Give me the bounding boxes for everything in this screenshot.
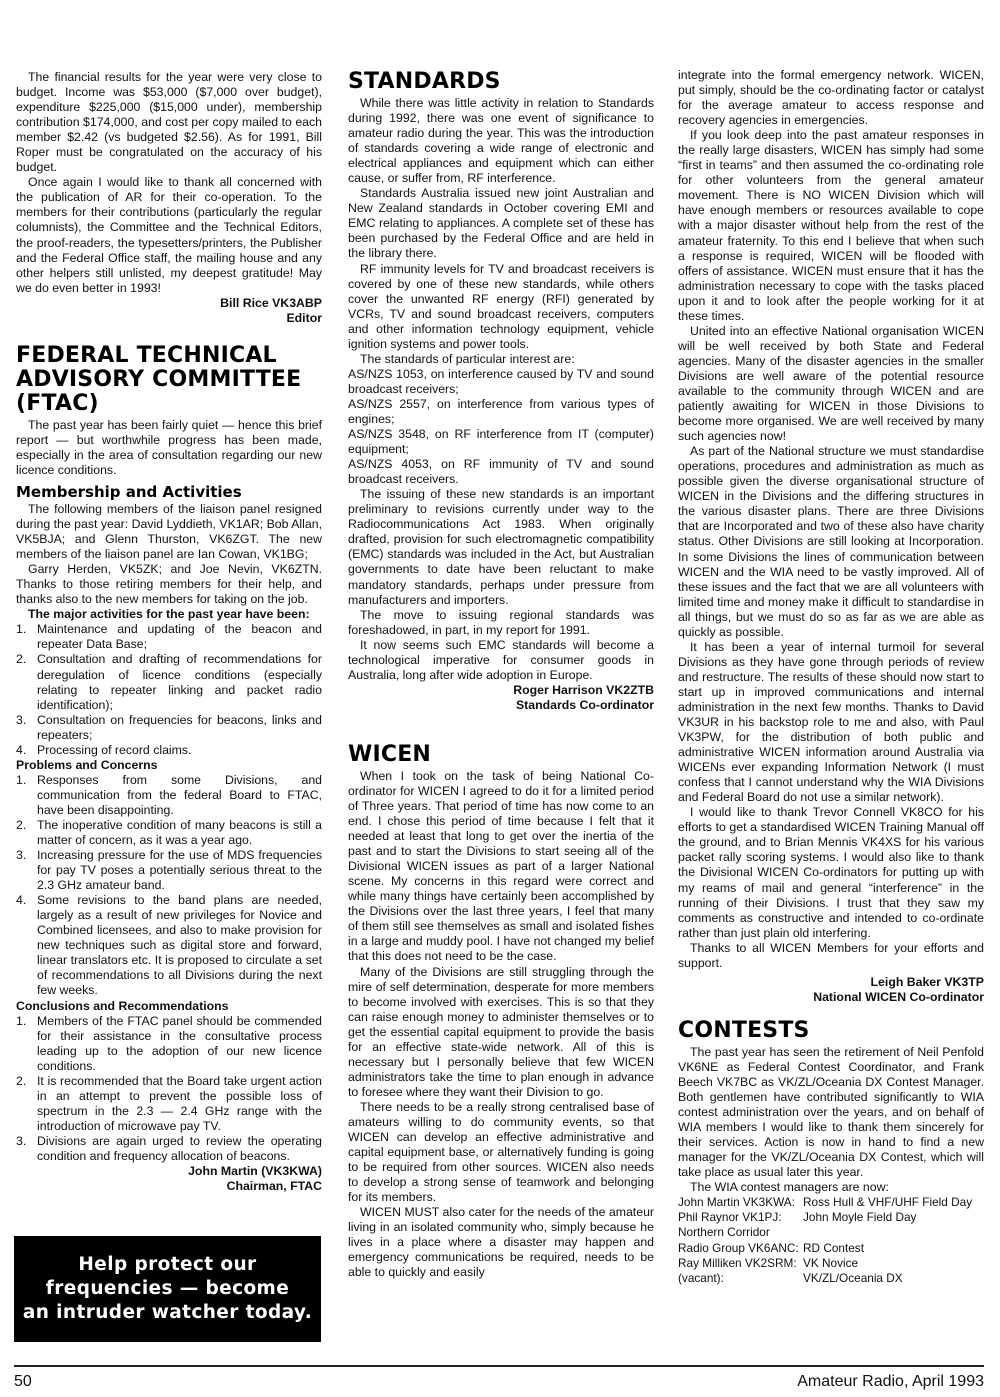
paragraph: WICEN MUST also cater for the needs of the amateur living in an isolated community who, simply because he lives in a place where a disaster may happen and emergency communications be required, needs to be able to quickly and easily bbox=[348, 1205, 654, 1280]
paragraph: I would like to thank Trevor Connell VK8CO for his efforts to get a standardised WICEN Training Manual off the ground, and to Brian Mennis VK4XS for his various packet rally scoring systems. I would also like to thank the Divisional WICEN Co-ordinators for putting up with my reams of mail and general “interference” in the running of their Divisions. I trust that they saw my comments as constructive and intended to co-ordinate rather than just plain old interfering. bbox=[678, 805, 984, 940]
paragraph: There needs to be a really strong centralised base of amateurs willing to do community events, so that WICEN can develop an effective administrative and capital equipment base, or alternatively funding is going to be required from other sources. WICEN also needs to develop a strong sense of teamwork and belonging for its members. bbox=[348, 1099, 654, 1205]
list-item: 3. Consultation on frequencies for beacons, links and repeaters; bbox=[16, 712, 322, 742]
section-heading-ftac: FEDERAL TECHNICAL ADVISORY COMMITTEE (FTAC) bbox=[16, 342, 302, 416]
standard-item: AS/NZS 1053, on interference caused by TV and sound broadcast receivers; bbox=[348, 366, 654, 396]
column-1 bbox=[16, 70, 322, 1194]
paragraph: Garry Herden, VK5ZK; and Joe Nevin, VK6ZTN. Thanks to those retiring members for their help, and thanks also to the new members for taking on the job. bbox=[16, 562, 322, 607]
conclusions-list bbox=[16, 1014, 322, 1164]
promo-line: an intruder watcher today. bbox=[22, 1302, 313, 1323]
signature-name: Bill Rice VK3ABP bbox=[220, 295, 322, 310]
paragraph: Once again I would like to thank all concerned with the publication of AR for their co-operation. To the members for their contributions (particularly the regular columnists), the Committee and the Technical Editors, the proof-readers, the typesetters/printers, the Publisher and the Federal Office staff, the mailing house and any other helpers still unlisted, my deepest gratitude! May we do even better in 1993! bbox=[16, 175, 322, 295]
subheading-conclusions: Conclusions and Recommendations bbox=[16, 998, 229, 1013]
section-heading-standards: STANDARDS bbox=[348, 69, 501, 94]
paragraph: United into an effective National organisation WICEN will be well received by both State and Federal agencies. Many of the disaster agencies in the smaller Divisions are well aware of the potential resource available to the community through WICEN and are patiently awaiting for WICEN in those Divisions to become more organised. We are well received by many such agencies now! bbox=[678, 323, 984, 444]
signature-title: Chairman, FTAC bbox=[226, 1179, 322, 1194]
standard-item: AS/NZS 4053, on RF immunity of TV and sound broadcast receivers. bbox=[348, 457, 654, 487]
footer-rule bbox=[14, 1365, 984, 1367]
list-item: 2. Consultation and drafting of recommendations for deregulation of licence conditions (especially relating to repeater linking and packet radio identification); bbox=[16, 652, 322, 712]
paragraph: The following members of the liaison panel resigned during the past year: David Lyddieth, VK1AR; Bob Allan, VK5BJA; and Glenn Thurston, VK6ZGT. The new members of the liaison panel are Ian Cowan, VK1BG; bbox=[16, 501, 322, 562]
paragraph: When I took on the task of being National Co-ordinator for WICEN I agreed to do it for a limited period of Three years. That period of time has now come to an end. I chose this period of time because I felt that it needed at least that long to get over the inertia of the past and to start the Divisions to start seeing all of the Divisional WICEN issues as part of a larger National scene. My concerns in this regard were correct and while many things have certainly been accomplished by the Divisions over the last three years, I feel that many of them still see themselves as small and isolated fishes in a large and muddy pool. I have not changed my belief that this does not need to be the case. bbox=[348, 768, 654, 964]
paragraph: The past year has been fairly quiet — hence this brief report — but worthwhile progress has been made, especially in the area of consultation regarding our new licence conditions. bbox=[16, 417, 322, 477]
manager-row: Radio Group VK6ANC: RD Contest bbox=[678, 1240, 864, 1255]
paragraph: The past year has seen the retirement of Neil Penfold VK6NE as Federal Contest Coordinator, and Frank Beech VK7BC as VK/ZL/Oceania DX Contest Manager. Both gentlemen have contributed significantly to WIA contest administration over the years, and on behalf of WIA members I would like to thank them sincerely for their services. Action is now in hand to find a new manager for the VK/ZL/Oceania DX Contest, which will take place as usual later this year. bbox=[678, 1044, 984, 1180]
list-item: 1. Members of the FTAC panel should be commended for their assistance in the consultative process leading up to the adoption of our new licence conditions. bbox=[16, 1013, 322, 1073]
manager-row: Northern Corridor bbox=[678, 1225, 770, 1240]
page-number: 50 bbox=[14, 1373, 32, 1390]
signature-title: Standards Co-ordinator bbox=[515, 697, 654, 712]
manager-row: (vacant): VK/ZL/Oceania DX bbox=[678, 1270, 903, 1285]
paragraph: As part of the National structure we must standardise operations, procedures and administration as much as possible given the diverse organisational structure of WICEN in the Divisions and the differing structures in the various disaster plans. There are three Divisions that are Incorporated and two of these also have charity status. Other Divisions are still looking at Incorporation. In some Divisions the lines of communication between WICEN and the WIA need to be vastly improved. All of these issues and the fact that we are all volunteers with limited time and money make it difficult to standardise in all things, but we must do so as far as we are able as quickly as possible. bbox=[678, 444, 984, 639]
subheading-problems: Problems and Concerns bbox=[16, 757, 158, 772]
list-item: 3. Divisions are again urged to review the operating condition and frequency allocation of beacons. bbox=[16, 1133, 322, 1163]
column-3 bbox=[678, 68, 984, 1286]
activities-lead: The major activities for the past year have been: bbox=[28, 607, 310, 622]
contest-managers-table bbox=[678, 1195, 984, 1285]
paragraph: Many of the Divisions are still struggling through the mire of self determination, desperate for more members to become involved with exercises. This is so that they can raise enough money to administer themselves or to get the essential capital equipment to provide the basis for an effective state-wide network. All of this is necessary but I personally believe that few WICEN administrators take the time to plan enough in advance to foresee where they want their Division to go. bbox=[348, 964, 654, 1099]
paragraph: The financial results for the year were very close to budget. Income was $53,000 ($7,000 over budget), expenditure $225,000 ($15,000 under), membership contribution $174,000, and cost per copy mailed to each member $2.42 (vs budgeted $2.56). As for 1991, Bill Roper must be congratulated on the accuracy of his budget. bbox=[16, 70, 322, 175]
intruder-watch-promo-box bbox=[14, 1236, 321, 1342]
list-item: 4. Processing of record claims. bbox=[16, 742, 192, 757]
signature-name: Roger Harrison VK2ZTB bbox=[513, 682, 654, 697]
paragraph: integrate into the formal emergency network. WICEN, put simply, should be the co-ordinating factor or catalyst for the average amateur to access response and recovery agencies in emergencies. bbox=[678, 68, 984, 128]
manager-row: Ray Milliken VK2SRM: VK Novice bbox=[678, 1255, 859, 1270]
paragraph: If you look deep into the past amateur responses in the really large disasters, WICEN has simply had some “first in teams” and then assumed the co-ordinating role for other volunteers from the general amateur movement. There is NO WICEN Division which will have enough members or resources available to cope with a major disaster without help from the rest of the amateur fraternity. To this end I believe that when such a response is required, WICEN will be flooded with offers of assistance. WICEN must ensure that it has the administration necessary to cope with the tasks placed upon it and to look after the people working for it at these times. bbox=[678, 128, 984, 323]
list-item: 4. Some revisions to the band plans are needed, largely as a result of new privileges for Novice and Combined licensees, and also to make provision for new techniques such as digital store and forward, linear translators etc. It is proposed to circulate a set of recommendations to all Divisions during the next few weeks. bbox=[16, 893, 322, 998]
standard-item: AS/NZS 3548, on RF interference from IT (computer) equipment; bbox=[348, 427, 654, 457]
list-item: 3. Increasing pressure for the use of MDS frequencies for pay TV poses a potentially serious threat to the 2.3 GHz amateur band. bbox=[16, 848, 322, 893]
paragraph: Thanks to all WICEN Members for your efforts and support. bbox=[678, 940, 984, 970]
list-item: 2. It is recommended that the Board take urgent action in an attempt to prevent the possible loss of spectrum in the 2.3 — 2.4 GHz range with the introduction of microwave pay TV. bbox=[16, 1073, 322, 1133]
paragraph: The WIA contest managers are now: bbox=[690, 1180, 889, 1195]
signature-name: John Martin (VK3KWA) bbox=[188, 1164, 322, 1179]
manager-row: John Martin VK3KWA: Ross Hull & VHF/UHF Field Day bbox=[678, 1195, 973, 1210]
signature-name: Leigh Baker VK3TP bbox=[870, 974, 984, 989]
list-item: 2. The inoperative condition of many beacons is still a matter of concern, as it was a year ago. bbox=[16, 817, 322, 848]
paragraph: It now seems such EMC standards will become a technological imperative for consumer goods in Australia, long after wide adoption in Europe. bbox=[348, 637, 654, 682]
subheading-membership: Membership and Activities bbox=[16, 482, 242, 501]
problems-list bbox=[16, 773, 322, 999]
manager-row: Phil Raynor VK1PJ: John Moyle Field Day bbox=[678, 1210, 917, 1225]
publication-info: Amateur Radio, April 1993 bbox=[797, 1373, 984, 1390]
paragraph: It has been a year of internal turmoil for several Divisions as they have gone through periods of review and restructure. The results of these should now start to start up in improved communications and internal administration in the next few months. Thanks to David VK3UR in his backstop role to me and also, with Paul VK3PW, for the distribution of both public and administrative WICEN information around Australia via WICENs ever expanding Information Network (I must confess that I cannot understand why the WIA Divisions and Federal Board do not use a similar network). bbox=[678, 639, 984, 805]
section-heading-wicen: WICEN bbox=[348, 741, 432, 767]
signature-title: National WICEN Co-ordinator bbox=[813, 989, 984, 1004]
paragraph: Standards Australia issued new joint Australian and New Zealand standards in October covering EMI and EMC relating to appliances. A complete set of these has been purchased by the Federal Office and are held in the library there. bbox=[348, 186, 654, 261]
section-heading-contests: CONTESTS bbox=[678, 1017, 810, 1043]
paragraph: RF immunity levels for TV and broadcast receivers is covered by one of these new standards, while others cover the unwanted RF energy (RFI) generated by VCRs, TV and sound broadcast receivers, computers and other information technology equipment, vehicle ignition systems and power tools. bbox=[348, 261, 654, 351]
list-item: 1. Responses from some Divisions, and communication from the federal Board to FTAC, have been disappointing. bbox=[16, 772, 322, 817]
paragraph: The move to issuing regional standards was foreshadowed, in part, in my report for 1991. bbox=[348, 607, 654, 637]
signature-title: Editor bbox=[286, 310, 322, 325]
paragraph: The standards of particular interest are: bbox=[360, 351, 575, 366]
column-2 bbox=[348, 70, 654, 1281]
promo-line: frequencies — become bbox=[45, 1278, 290, 1299]
standard-item: AS/NZS 2557, on interference from various types of engines; bbox=[348, 396, 654, 426]
paragraph: While there was little activity in relation to Standards during 1992, there was one event of significance to amateur radio during the year. This was the introduction of standards covering a wide range of electronic and electrical appliances and equipment which can either cause, or suffer from, RF interference. bbox=[348, 96, 654, 186]
paragraph: The issuing of these new standards is an important preliminary to revisions currently under way to the Radiocommunications Act 1983. When originally drafted, provision for such electromagnetic compatibility (EMC) standards was included in the Act, but Australian governments to date have been reluctant to make mandatory standards, perhaps under pressure from manufacturers and importers. bbox=[348, 487, 654, 607]
list-item: 1. Maintenance and updating of the beacon and repeater Data Base; bbox=[16, 622, 322, 652]
promo-line: Help protect our bbox=[78, 1254, 257, 1275]
activities-list bbox=[16, 622, 322, 757]
